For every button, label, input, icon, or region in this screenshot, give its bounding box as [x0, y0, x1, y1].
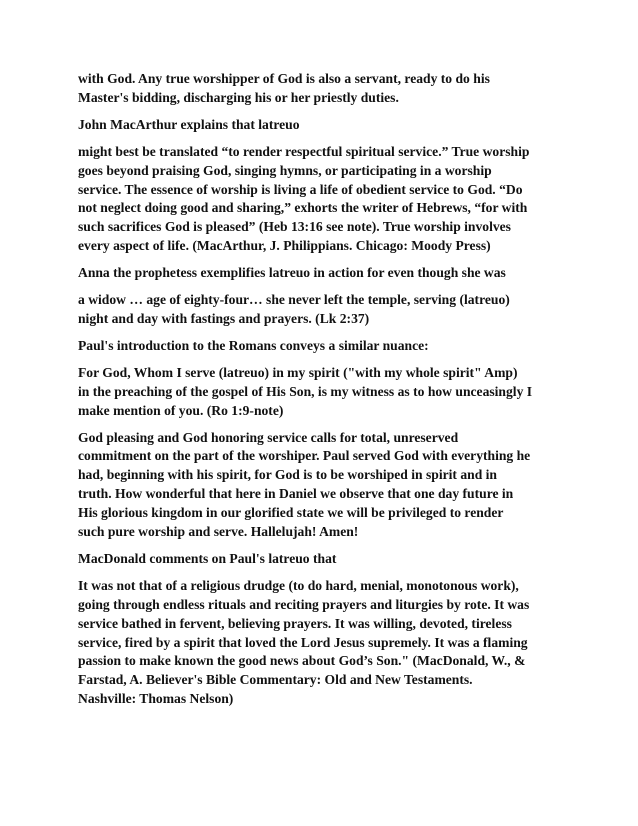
text-line: had, beginning with his spirit, for God is to be worshiped in spirit and in: [78, 467, 497, 483]
text-line: in the preaching of the gospel of His Son, is my witness as to how unceasingly I: [78, 383, 533, 399]
paragraph-macarthur-quote: [78, 143, 578, 256]
text-line: service, fired by a spirit that loved the Lord Jesus supremely. It was a flaming: [78, 634, 528, 650]
text-line: Master's bidding, discharging his or her priestly duties.: [78, 89, 399, 105]
paragraph-total-commitment: [78, 429, 578, 542]
text-line: service. The essence of worship is living a life of obedient service to God. “Do: [78, 181, 523, 197]
text-line: night and day with fastings and prayers. (Lk 2:37): [78, 310, 370, 326]
text-line: commitment on the part of the worshiper. Paul served God with everything he: [78, 448, 531, 464]
text-line: MacDonald comments on Paul's latreuo that: [78, 550, 337, 566]
text-line: God pleasing and God honoring service calls for total, unreserved: [78, 429, 459, 445]
text-line: truth. How wonderful that here in Daniel we observe that one day future in: [78, 486, 514, 502]
text-line: His glorious kingdom in our glorified state we will be privileged to render: [78, 505, 504, 521]
text-line: with God. Any true worshipper of God is also a servant, ready to do his: [78, 71, 490, 86]
text-line: passion to make known the good news about God’s Son." (MacDonald, W., &: [78, 653, 526, 669]
text-line: every aspect of life. (MacArthur, J. Philippians. Chicago: Moody Press): [78, 238, 491, 254]
text-line: service bathed in fervent, believing prayers. It was willing, devoted, tireless: [78, 615, 512, 631]
text-line: goes beyond praising God, singing hymns, or participating in a worship: [78, 162, 492, 178]
text-line: John MacArthur explains that latreuo: [78, 116, 300, 132]
text-line: going through endless rituals and reciting prayers and liturgies by rote. It was: [78, 596, 530, 612]
text-line: might best be translated “to render respectful spiritual service.” True worship: [78, 143, 530, 159]
text-line: It was not that of a religious drudge (to do hard, menial, monotonous work),: [78, 577, 519, 593]
paragraph-romans-quote: [78, 364, 578, 421]
paragraph-macarthur-intro: [78, 116, 578, 135]
text-line: such sacrifices God is pleased” (Heb 13:16 see note). True worship involves: [78, 219, 511, 235]
text-line: Paul's introduction to the Romans conveys a similar nuance:: [78, 337, 429, 353]
text-line: Nashville: Thomas Nelson): [78, 691, 234, 707]
document-page: [78, 70, 578, 717]
paragraph-worshipper-servant: [78, 70, 578, 108]
paragraph-romans-intro: [78, 337, 578, 356]
text-line: make mention of you. (Ro 1:9-note): [78, 402, 284, 418]
paragraph-anna-quote: [78, 291, 578, 329]
text-line: Farstad, A. Believer's Bible Commentary: Old and New Testaments.: [78, 672, 473, 688]
paragraph-anna-intro: [78, 264, 578, 283]
paragraph-macdonald-intro: [78, 550, 578, 569]
text-line: Anna the prophetess exemplifies latreuo in action for even though she was: [78, 265, 506, 281]
text-line: For God, Whom I serve (latreuo) in my spirit ("with my whole spirit" Amp): [78, 364, 518, 380]
paragraph-macdonald-quote: [78, 577, 578, 709]
text-line: not neglect doing good and sharing,” exhorts the writer of Hebrews, “for with: [78, 200, 528, 216]
text-line: a widow … age of eighty-four… she never left the temple, serving (latreuo): [78, 292, 510, 308]
text-line: such pure worship and serve. Hallelujah! Amen!: [78, 524, 359, 540]
